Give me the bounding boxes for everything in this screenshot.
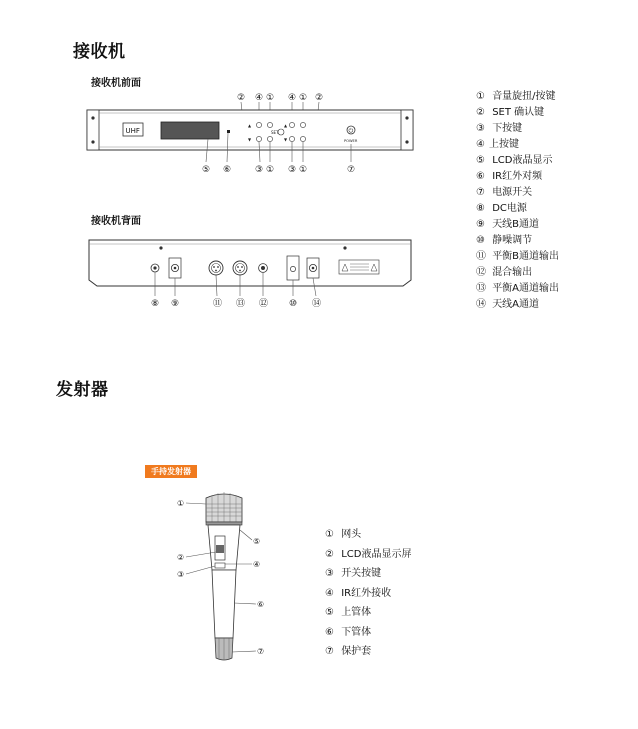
front-callout-5: ⑤ [202,165,211,175]
transmitter-legend [325,525,411,662]
legend-item: ⑫ 混合输出 [476,267,533,278]
svg-text:▼: ▼ [248,137,252,142]
back-callout-14: ⑭ [312,299,322,309]
legend-item: ⑩ 静噪调节 [476,235,533,246]
back-callout-8: ⑧ [151,299,160,309]
front-callout-1d: ① [299,165,308,175]
legend-item: ① 音量旋扭/按键 [476,91,556,102]
front-callout-3b: ③ [288,165,297,175]
legend-item: ② LCD液晶显示屏 [325,548,412,560]
legend-item: ⑦ 保护套 [325,646,372,657]
mic-callout-3: ③ [177,570,185,579]
mic-callout-7: ⑦ [257,647,265,656]
transmitter-heading: 发射器 [56,380,109,400]
mic-callout-6: ⑥ [257,600,265,609]
legend-item: ⑪ 平衡B通道输出 [476,251,560,262]
mic-callout-2: ② [177,553,185,562]
svg-text:▲: ▲ [284,123,288,128]
front-callout-7: ⑦ [347,165,356,175]
handheld-tag: 手持发射器 [145,465,197,478]
front-callout-1b: ① [299,93,308,103]
legend-item: ④ 上按键 [476,139,519,150]
front-callout-2a: ② [237,93,246,103]
legend-item: ③ 下按键 [476,123,523,134]
mic-callout-4: ④ [253,560,261,569]
legend-item: ⑤ LCD液晶显示 [476,155,553,166]
legend-item: ⑭ 天线A通道 [476,299,540,310]
back-callout-13: ⑬ [236,299,246,309]
svg-text:▼: ▼ [284,137,288,142]
back-callout-12: ⑫ [259,299,269,309]
legend-item: ⑧ DC电源 [476,203,527,214]
legend-item: ③ 开关按键 [325,568,382,579]
front-callout-4b: ④ [288,93,297,103]
legend-item: ⑬ 平衡A通道输出 [476,283,560,294]
front-set-label: SET [271,130,279,135]
front-power-label: POWER [344,139,358,143]
legend-item: ⑥ 下管体 [325,626,372,638]
legend-item: ⑤ 上管体 [325,607,372,618]
legend-item: ④ IR红外接收 [325,587,392,599]
back-callout-9: ⑨ [171,299,180,309]
front-callout-6: ⑥ [223,165,232,175]
back-callout-11: ⑪ [213,299,223,309]
back-heading: 接收机背面 [91,216,141,227]
front-logo: UHF [125,127,140,135]
front-heading: 接收机前面 [91,78,141,89]
receiver-heading: 接收机 [73,42,126,62]
legend-item: ⑥ IR红外对频 [476,171,543,182]
front-callout-4a: ④ [255,93,264,103]
svg-text:▲: ▲ [248,123,252,128]
receiver-front-diagram [85,88,415,178]
svg-text:⏻: ⏻ [348,127,354,135]
front-callout-1a: ① [266,93,275,103]
receiver-legend [476,89,559,313]
front-callout-2b: ② [315,93,324,103]
front-callout-1c: ① [266,165,275,175]
front-callout-3a: ③ [255,165,264,175]
legend-item: ⑦ 电源开关 [476,187,533,198]
back-callout-10: ⑩ [289,299,298,309]
mic-callout-1: ① [177,499,185,508]
legend-item: ② SET 确认键 [476,107,545,118]
mic-callout-5: ⑤ [253,537,261,546]
microphone-diagram [176,488,276,668]
legend-item: ⑨ 天线B通道 [476,219,540,230]
receiver-back-diagram [85,234,415,316]
legend-item: ① 网头 [325,529,362,540]
